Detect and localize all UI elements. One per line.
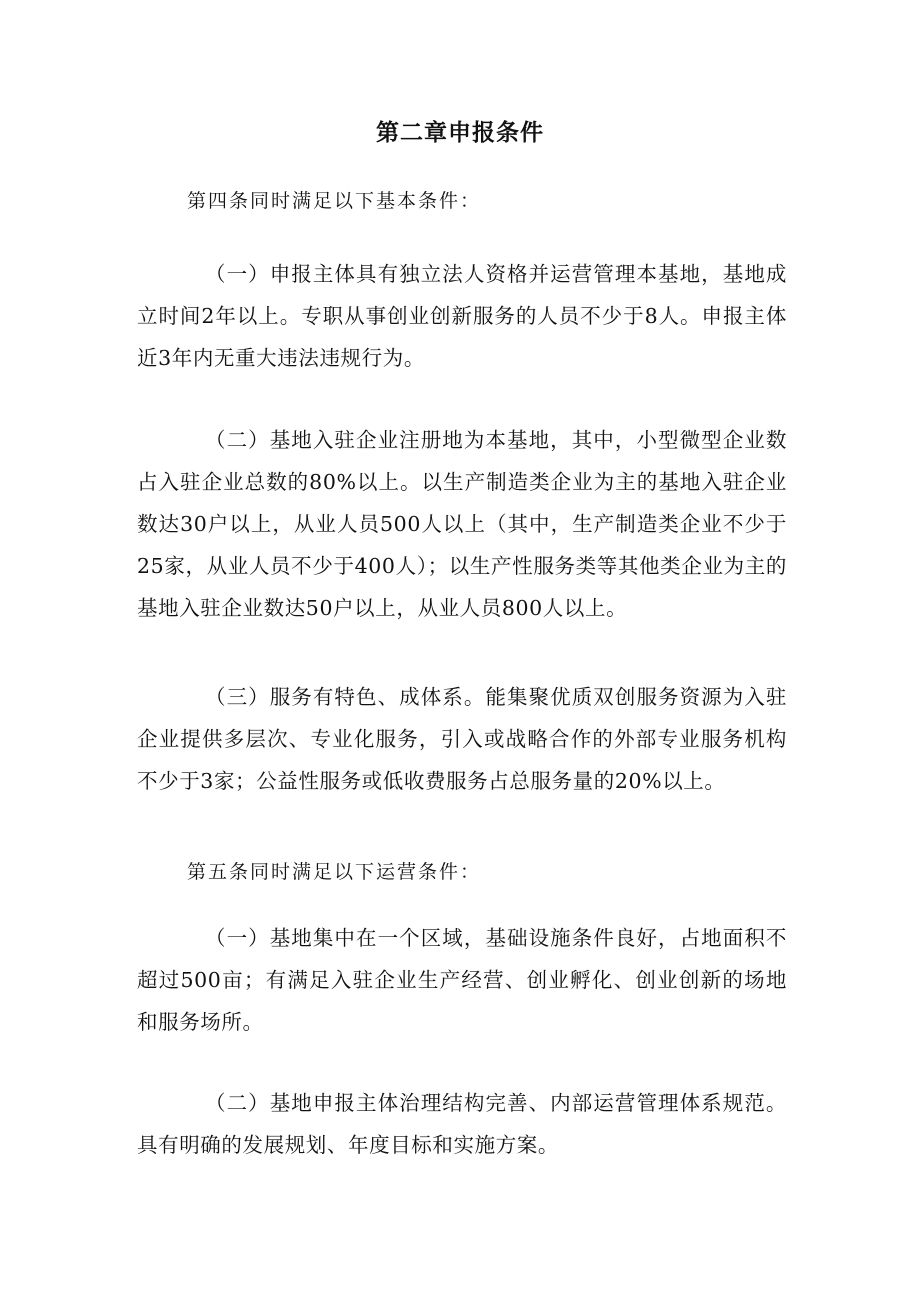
article-5-heading: 第五条同时满足以下运营条件：	[187, 861, 482, 883]
article-5-item-1: （一）基地集中在一个区域，基础设施条件良好，占地面积不超过500亩；有满足入驻企业生产经营、创业孵化、创业创新的场地和服务场所。	[137, 926, 787, 1034]
article-4-heading: 第四条同时满足以下基本条件：	[187, 190, 482, 212]
chapter-title: 第二章申报条件	[376, 120, 544, 146]
article-4-item-3: （三）服务有特色、成体系。能集聚优质双创服务资源为入驻企业提供多层次、专业化服务，引入或战略合作的外部专业服务机构不少于3家；公益性服务或低收费服务占总服务量的20%以上。	[137, 685, 787, 793]
article-4-item-2: （二）基地入驻企业注册地为本基地，其中，小型微型企业数占入驻企业总数的80%以上。以生产制造类企业为主的基地入驻企业数达30户以上，从业人员500人以上（其中，生产制造类企业不少于25家，从业人员不少于400人）；以生产性服务类等其他类企业为主的基地入驻企业数达50户以上，从业人员800人以上。	[137, 428, 787, 620]
article-4-item-1: （一）申报主体具有独立法人资格并运营管理本基地，基地成立时间2年以上。专职从事创业创新服务的人员不少于8人。申报主体近3年内无重大违法违规行为。	[137, 262, 787, 370]
article-5-item-2: （二）基地申报主体治理结构完善、内部运营管理体系规范。具有明确的发展规划、年度目标和实施方案。	[137, 1091, 787, 1157]
